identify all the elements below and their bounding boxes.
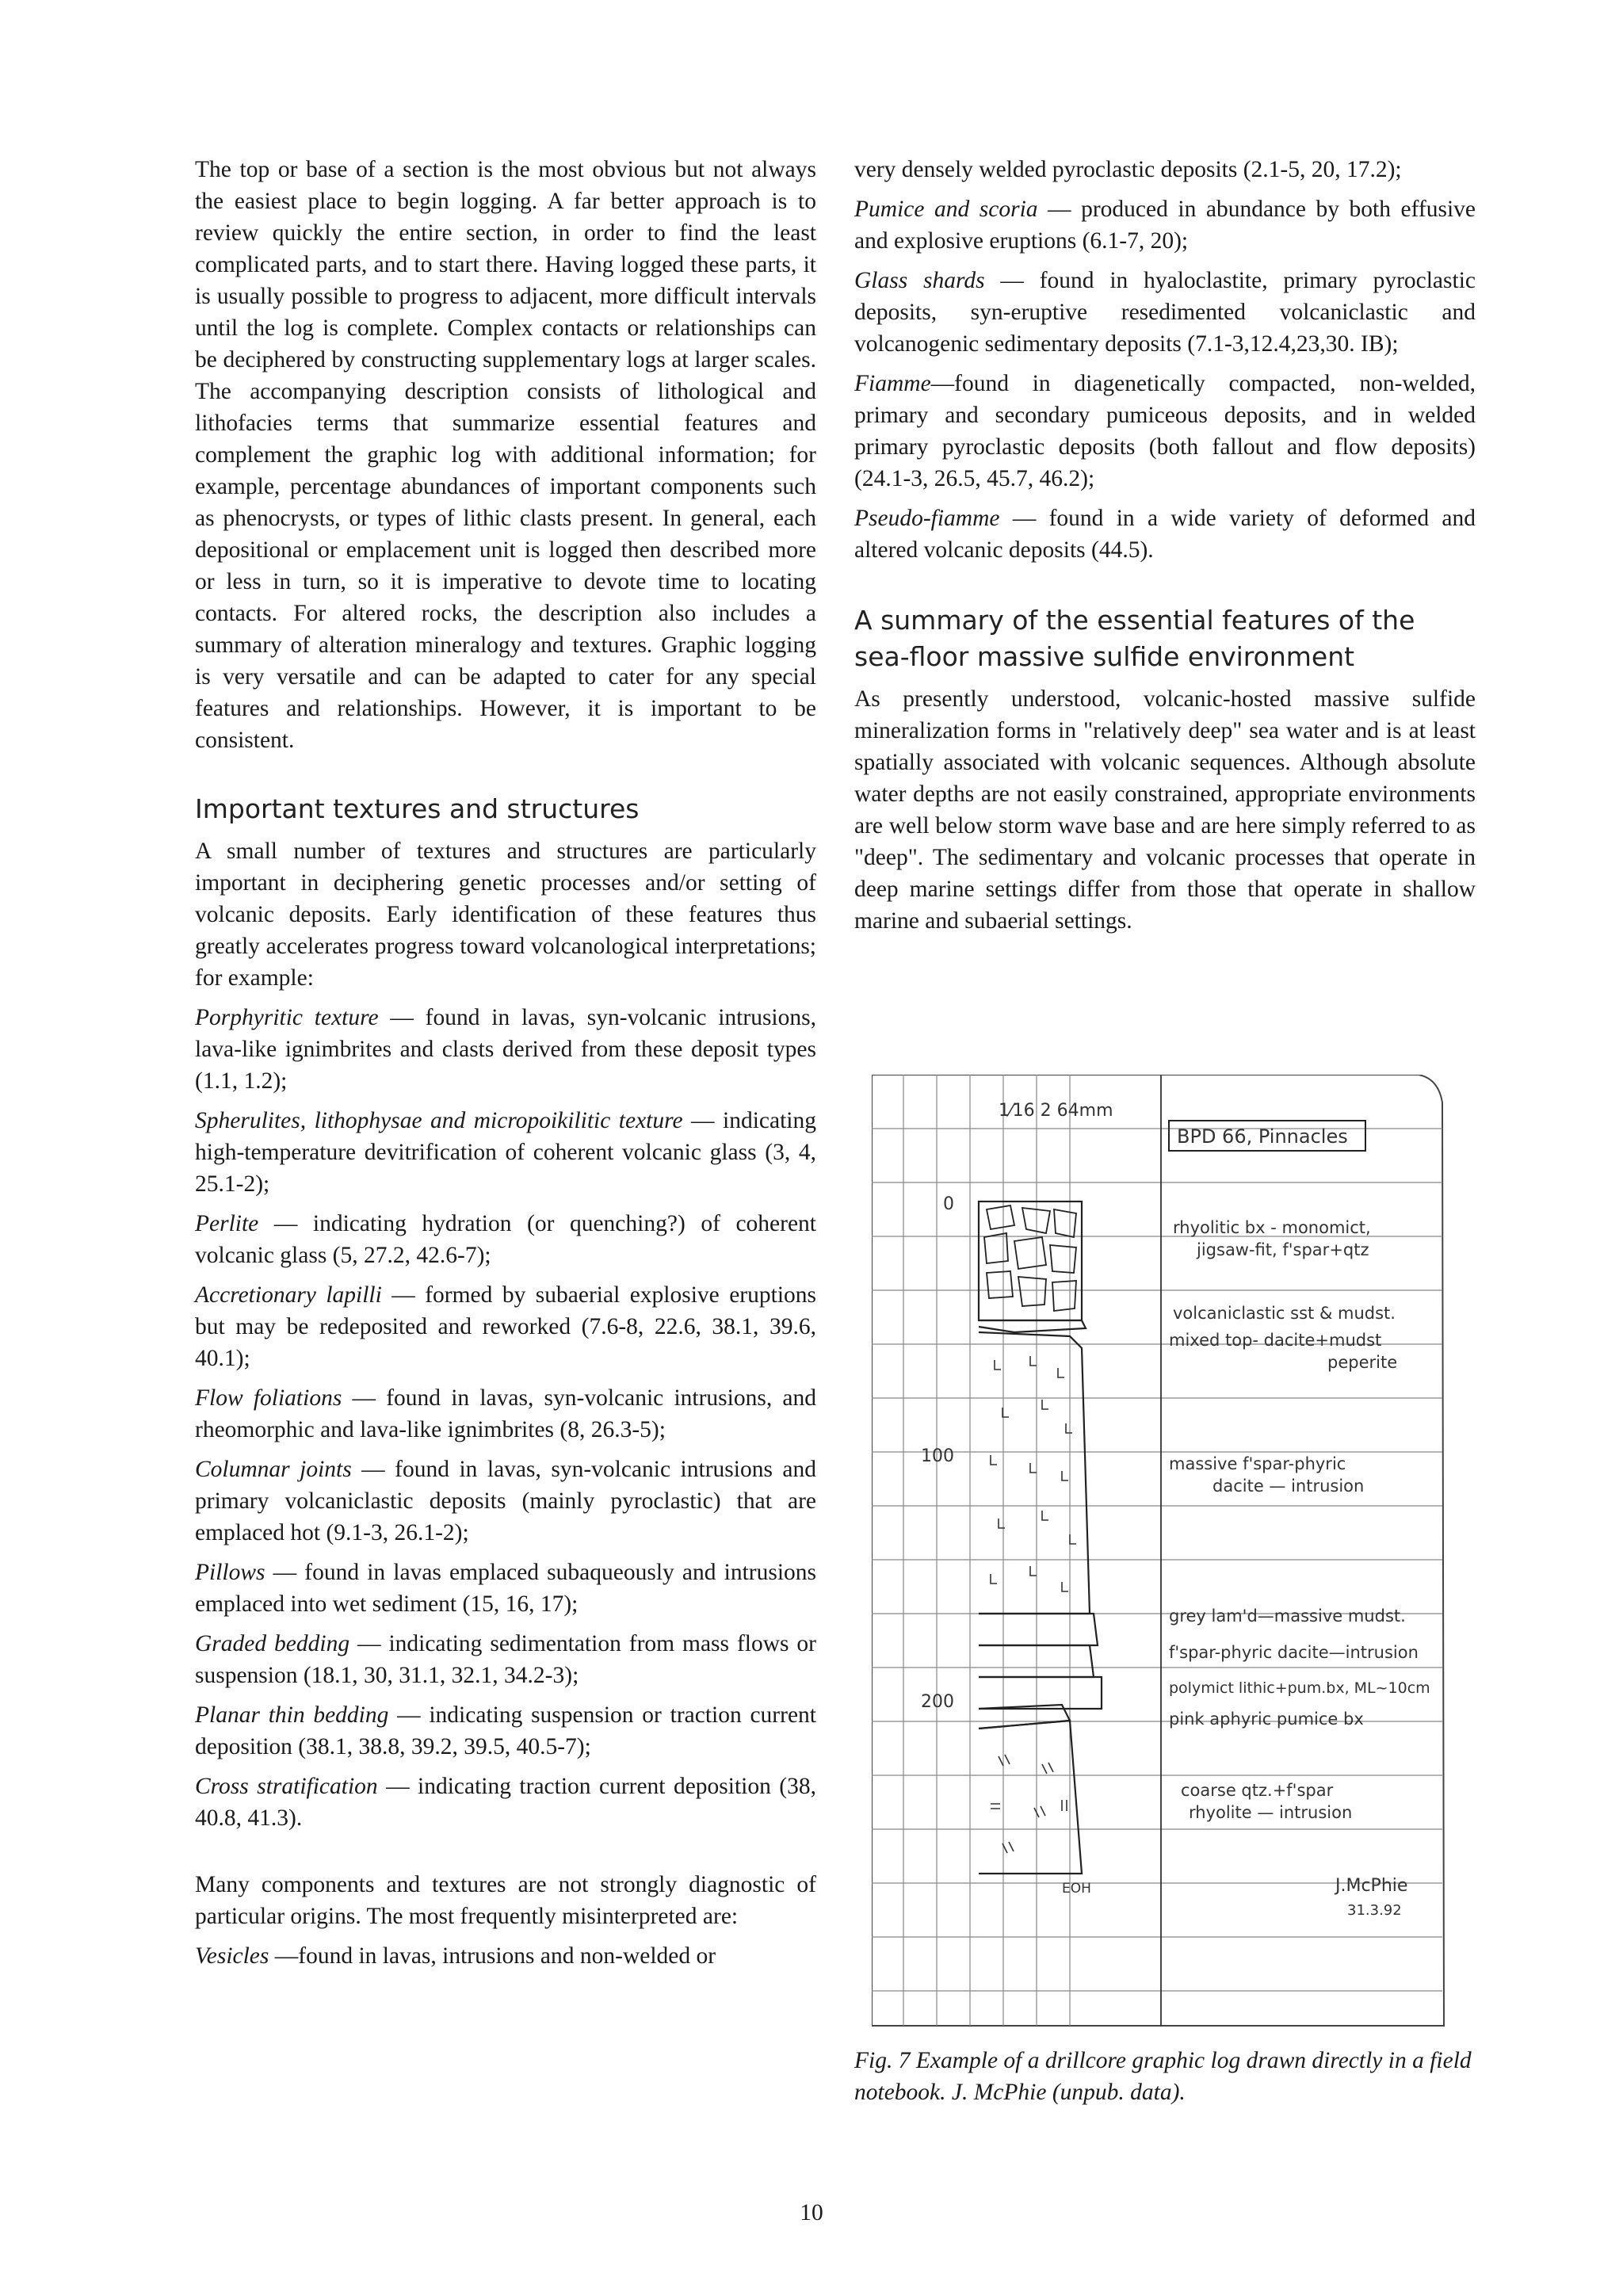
texture-description: — indicating high-temperature devitrification of coherent volcanic glass (3, 4, 25.1-2); [195,1108,816,1197]
textures-intro-paragraph: A small number of textures and structures are particularly important in deciphering genetic processes and/or setting of volcanic deposits. Early identification of these features thus greatly accelerates progress toward volcanological interpretations; for example: [195,839,816,991]
texture-item [195,1208,816,1271]
texture-description: — indicating suspension or traction current deposition (38.1, 38.8, 39.2, 39.5, 40.5-7); [195,1702,816,1759]
texture-term: Porphyritic texture [195,1005,379,1030]
texture-item [854,368,1476,495]
log-annotations [1169,1218,1430,1822]
texture-description: — found in hyaloclastite, primary pyroclastic deposits, syn-eruptive resedimented volcaniclastic and volcanogenic sedimentary deposits (7.1-3,12.4,23,30. IB); [854,268,1476,357]
end-of-hole-label: EOH [1062,1881,1091,1897]
drillcore-log-figure [872,1075,1454,2034]
texture-term: Columnar joints [195,1457,352,1482]
texture-description: —found in lavas, intrusions and non-welded or [269,1943,716,1969]
rhyolite-marks [991,1755,1067,1853]
texture-item [195,1940,816,1972]
breccia-clasts [984,1205,1076,1311]
texture-description: — indicating sedimentation from mass flows or suspension (18.1, 30, 31.1, 32.1, 34.2-3); [195,1631,816,1688]
annotation: massive f'spar-phyric [1169,1454,1346,1473]
texture-description: — indicating hydration (or quenching?) of coherent volcanic glass (5, 27.2, 42.6-7); [195,1211,816,1268]
depth-label-100: 100 [921,1446,954,1466]
texture-description: — found in lavas emplaced subaqueously and intrusions emplaced into wet sediment (15, 16, 17); [195,1560,816,1617]
texture-item [195,1002,816,1097]
texture-term: Flow foliations [195,1385,342,1411]
texture-item [195,1699,816,1763]
misinterpreted-paragraph: Many components and textures are not strongly diagnostic of particular origins. The most frequently misinterpreted are: [195,1872,816,1929]
texture-description: — produced in abundance by both effusive and explosive eruptions (6.1-7, 20); [854,197,1476,254]
page-number: 10 [800,2200,823,2225]
texture-term: Perlite [195,1211,259,1236]
texture-item [195,1454,816,1549]
rhyolite-unit [979,1721,1082,1874]
annotation: grey lam'd—massive mudst. [1169,1606,1406,1626]
texture-description: — indicating traction current deposition (38, 40.8, 41.3). [195,1774,816,1831]
annotation: coarse qtz.+f'spar [1181,1781,1334,1800]
texture-description: — found in a wide variety of deformed and altered volcanic deposits (44.5). [854,506,1476,563]
depth-label-0: 0 [943,1194,954,1214]
texture-term: Planar thin bedding [195,1702,389,1728]
annotation: polymict lithic+pum.bx, ML~10cm [1169,1679,1430,1697]
polymict-breccia-unit [979,1677,1102,1709]
figure-caption: Fig. 7 Example of a drillcore graphic log drawn directly in a field notebook. J. McPhie (unpub. data). [854,2048,1472,2105]
texture-description: — formed by subaerial explosive eruptions but may be redeposited and reworked (7.6-8, 22.6, 38.1, 39.6, 40.1); [195,1282,816,1371]
left-column [195,154,816,1972]
texture-term: Accretionary lapilli [195,1282,382,1308]
section-heading-summary: A summary of the essential features of the sea-floor massive sulfide environment [854,605,1415,672]
hole-title: BPD 66, Pinnacles [1177,1125,1348,1148]
annotation: jigsaw-fit, f'spar+qtz [1197,1240,1369,1259]
right-column [854,154,1476,937]
texture-item [195,1628,816,1691]
intro-paragraph: The top or base of a section is the most obvious but not always the easiest place to begin logging. A far better approach is to review quickly the entire section, in order to find the least complicated parts, and to start there. Having logged these parts, it is usually possible to progress to adjacent, more difficult intervals until the log is complete. Complex contacts or relationships can be deciphered by constructing supplementary logs at larger scales. The accompanying description consists of lithological and lithofacies terms that summarize essential features and complement the graphic log with additional information; for example, percentage abundances of important components such as phenocrysts, or types of lithic clasts present. In general, each depositional or emplacement unit is logged then described more or less in turn, so it is imperative to devote time to locating contacts. For altered rocks, the description also includes a summary of alteration mineralogy and textures. Graphic logging is very versatile and can be adapted to cater for any special features and relationships. However, it is important to be consistent. [195,157,816,753]
texture-term: Graded bedding [195,1631,350,1656]
texture-term: Pseudo-fiamme [854,506,1000,531]
log-date: 31.3.92 [1347,1902,1402,1919]
texture-term: Spherulites, lithophysae and micropoikilitic texture [195,1108,683,1133]
annotation: volcaniclastic sst & mudst. [1173,1304,1396,1323]
grain-size-scale: 1⁄16 2 64mm [999,1101,1113,1121]
mudstone-unit [979,1614,1098,1645]
signature: J.McPhie [1335,1876,1408,1896]
annotation: pink aphyric pumice bx [1169,1710,1364,1729]
annotation: mixed top- dacite+mudst [1169,1331,1382,1350]
texture-term: Fiamme [854,371,931,396]
annotation: f'spar-phyric dacite—intrusion [1169,1643,1419,1662]
annotation: peperite [1327,1353,1398,1372]
texture-item [195,1771,816,1834]
annotation: rhyolitic bx - monomict, [1173,1218,1371,1237]
annotation: rhyolite — intrusion [1189,1803,1353,1822]
texture-term: Glass shards [854,268,985,293]
continued-paragraph: very densely welded pyroclastic deposits (2.1-5, 20, 17.2); [854,157,1402,182]
annotation: dacite — intrusion [1212,1477,1365,1496]
texture-description: — found in lavas, syn-volcanic intrusions, and rheomorphic and lava-like ignimbrites (8, 26.3-5); [195,1385,817,1442]
texture-item [195,1382,816,1446]
texture-item [195,1557,816,1620]
log-column [979,1201,1102,1874]
texture-description: — found in lavas, syn-volcanic intrusions and primary volcaniclastic deposits (mainly pyroclastic) that are emplaced hot (9.1-3, 26.1-2); [195,1457,816,1545]
texture-item [854,502,1476,566]
depth-label-200: 200 [921,1692,954,1712]
texture-description: — found in lavas, syn-volcanic intrusions, lava-like ignimbrites and clasts derived from these deposit types (1.1, 1.2); [195,1005,816,1094]
texture-item [195,1105,816,1200]
texture-term: Vesicles [195,1943,269,1969]
texture-term: Pillows [195,1560,265,1585]
texture-item [195,1279,816,1374]
summary-paragraph: As presently understood, volcanic-hosted massive sulfide mineralization forms in "relatively deep" sea water and is at least spatially associated with volcanic sequences. Although absolute water depths are not easily constrained, appropriate environments are well below storm wave base and are here simply referred to as "deep". The sedimentary and volcanic processes that operate in deep marine settings differ from those that operate in shallow marine and subaerial settings. [854,686,1476,934]
texture-item [854,193,1476,257]
breccia-unit [979,1201,1082,1320]
texture-term: Pumice and scoria [854,197,1038,222]
section-heading-textures: Important textures and structures [195,793,640,824]
texture-term: Cross stratification [195,1774,378,1799]
texture-item [854,265,1476,360]
texture-description: —found in diagenetically compacted, non-welded, primary and secondary pumiceous deposits, and in welded primary pyroclastic deposits (both fallout and flow deposits) (24.1-3, 26.5, 45.7, 46.2); [854,371,1476,491]
